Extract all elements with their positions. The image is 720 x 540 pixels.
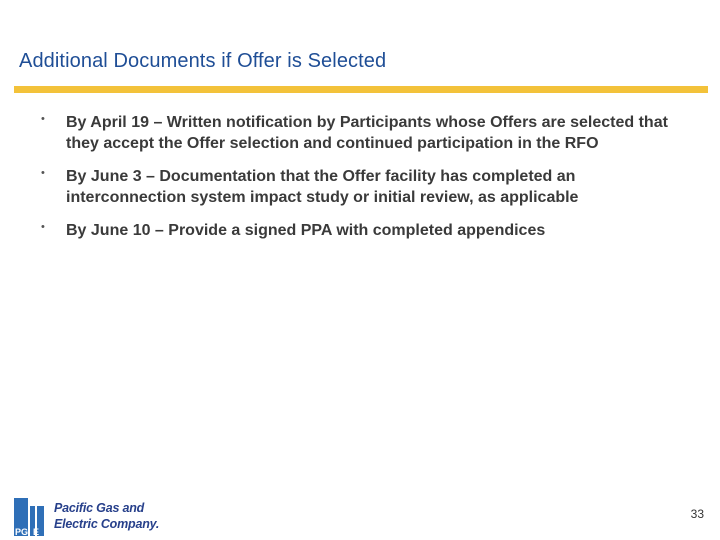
pge-logo-icon xyxy=(12,494,48,540)
list-item xyxy=(30,166,670,208)
logo-line-2: Electric Company. xyxy=(54,517,160,531)
list-item xyxy=(30,112,670,154)
bullet-text: By June 10 – Provide a signed PPA with completed appendices xyxy=(66,222,546,239)
logo-line-1: Pacific Gas and xyxy=(54,501,145,515)
list-item xyxy=(30,220,670,241)
svg-text:E: E xyxy=(33,527,40,537)
bullet-marker: • xyxy=(41,113,45,125)
svg-text:PG: PG xyxy=(15,527,29,537)
page-number: 33 xyxy=(690,507,704,521)
logo-wordmark xyxy=(54,500,159,532)
bullet-text: By April 19 – Written notification by Participants whose Offers are selected that they accept the Offer selection and continued participation in the RFO xyxy=(66,114,668,152)
bullet-list xyxy=(30,112,670,253)
company-logo xyxy=(12,494,162,540)
title-underline-rule xyxy=(14,86,708,93)
bullet-marker: • xyxy=(41,167,45,179)
bullet-text: By June 3 – Documentation that the Offer facility has completed an interconnection system impact study or initial review, as applicable xyxy=(66,168,579,206)
slide-title: Additional Documents if Offer is Selected xyxy=(19,50,387,72)
bullet-marker: • xyxy=(41,221,45,233)
